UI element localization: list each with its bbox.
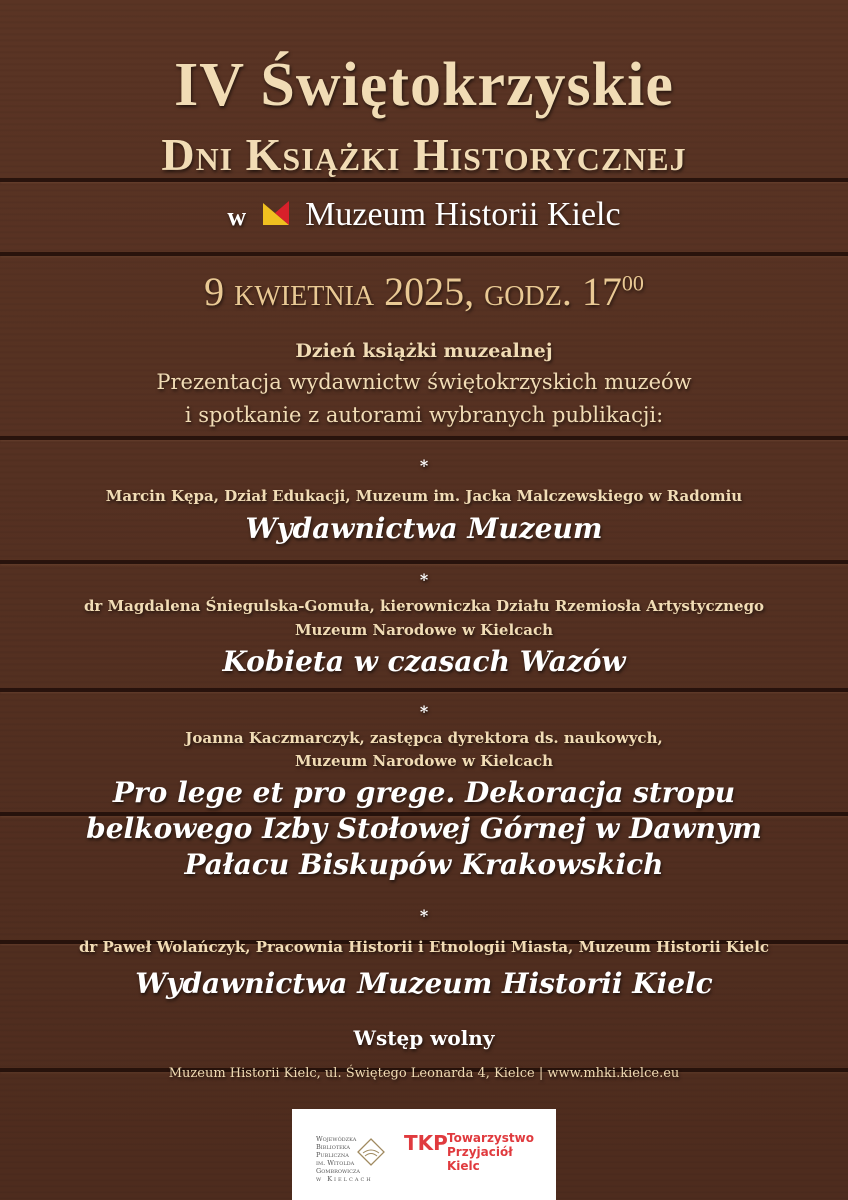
separator: * [419,702,429,721]
talk1-title: Wydawnictwa Muzeum [245,512,603,545]
free-entry: Wstęp wolny [353,1026,495,1050]
plank-seam [0,688,848,692]
intro-line2: i spotkanie z autorami wybranych publikacji: [184,403,664,427]
library-book-icon [356,1137,386,1167]
plank-seam [0,436,848,440]
venue-line [0,196,848,234]
tpk-logo-mark: TKP [404,1131,448,1155]
partner-logos [292,1109,556,1200]
title-line2: Dni Książki Historycznej [161,129,687,180]
museum-logo-icon [261,199,291,229]
separator: * [419,906,429,925]
library-line: im. Witolda [316,1159,355,1167]
talk2-speaker: dr Magdalena Śniegulska-Gomuła, kierowniczka Działu Rzemiosła Artystycznego [83,597,765,615]
talk4-speaker: dr Paweł Wolańczyk, Pracownia Historii i Etnologii Miasta, Muzeum Historii Kielc [78,938,770,956]
title-line1: IV Świętokrzyskie [174,51,674,119]
event-date [0,268,848,315]
talk3-speaker: Joanna Kaczmarczyk, zastępca dyrektora ds. naukowych, [185,729,663,747]
separator: * [419,456,429,475]
talk3-speaker: Muzeum Narodowe w Kielcach [294,752,554,770]
talk2-speaker: Muzeum Narodowe w Kielcach [294,621,554,639]
plank-seam [0,560,848,564]
plank-seam [0,252,848,256]
venue-prefix: w [227,202,247,231]
library-line: Biblioteka [316,1143,350,1151]
venue-name: Muzeum Historii Kielc [305,196,621,233]
talk3-title: Pałacu Biskupów Krakowskich [184,848,664,881]
library-line: Publiczna [316,1151,349,1159]
tpk-logo-text [447,1131,534,1173]
talk1-speaker: Marcin Kępa, Dział Edukacji, Muzeum im. Jacka Malczewskiego w Radomiu [105,487,743,505]
time-minutes: 00 [621,270,644,296]
talk3-title: Pro lege et pro grege. Dekoracja stropu [112,776,736,809]
library-line: w Kielcach [316,1175,373,1183]
tpk-line: Przyjaciół [447,1145,513,1159]
intro-line1: Prezentacja wydawnictw świętokrzyskich muzeów [156,370,692,394]
talk2-title: Kobieta w czasach Wazów [222,645,626,678]
address: Muzeum Historii Kielc, ul. Świętego Leonarda 4, Kielce | www.mhki.kielce.eu [168,1066,680,1081]
library-line: Wojewódzka [316,1135,357,1143]
library-line: Gombrowicza [316,1167,360,1175]
date-text: 9 kwietnia 2025, godz. 17 [204,269,622,314]
intro-heading: Dzień książki muzealnej [295,340,553,362]
tpk-line: Kielc [447,1159,480,1173]
tpk-line: Towarzystwo [447,1131,534,1145]
separator: * [419,570,429,589]
talk3-title: belkowego Izby Stołowej Górnej w Dawnym [86,812,762,845]
talk4-title: Wydawnictwa Muzeum Historii Kielc [135,967,713,1000]
